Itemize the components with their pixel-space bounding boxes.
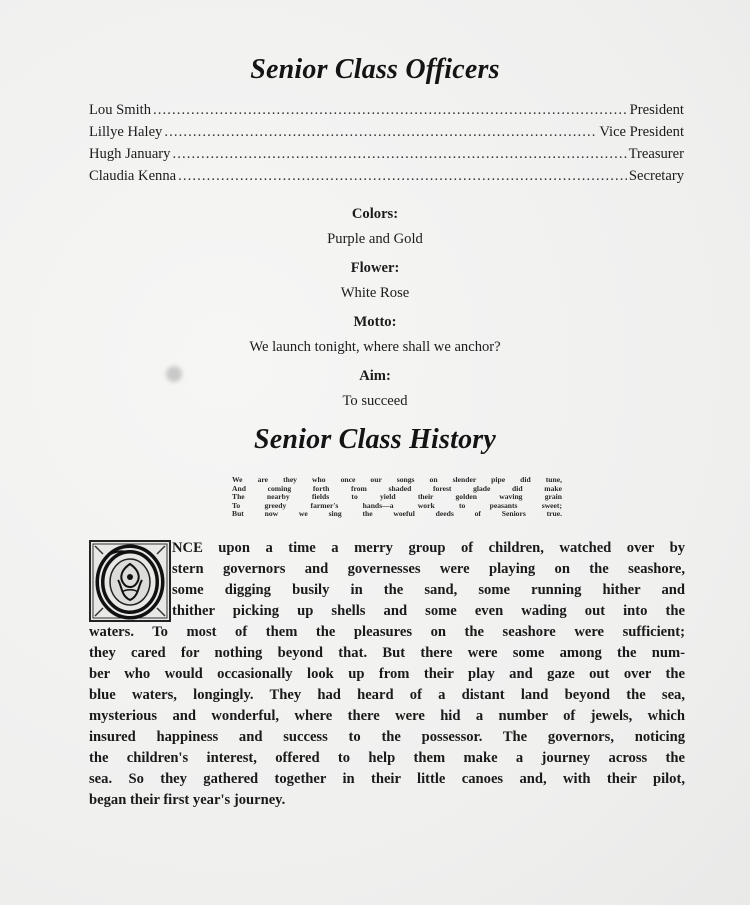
poem-line: We are they who once our songs on slender pipe did tune,: [232, 475, 562, 484]
dot-leader: [164, 124, 597, 141]
officer-title: Vice President: [599, 124, 684, 140]
prose-line: stern governors and governesses were playing on the seashore,: [172, 561, 685, 577]
poem-line: To greedy farmer's hands—a work to peasants sweet;: [232, 500, 562, 510]
epigraph-poem: [232, 476, 562, 519]
prose-line: the children's interest, offered to help them make a journey across the: [89, 750, 685, 766]
prose-line: some digging busily in the sand, some running hither and: [172, 582, 685, 598]
officer-row: [89, 124, 684, 146]
flower-label: Flower:: [350, 260, 400, 276]
ornamental-o-icon: [91, 542, 169, 620]
prose-line: waters. To most of them the pleasures on the seashore were sufficient;: [89, 624, 685, 640]
officer-name: Lou Smith: [89, 102, 152, 118]
officers-heading: Senior Class Officers: [250, 54, 500, 85]
officers-list: [89, 102, 684, 190]
dot-leader: [172, 146, 626, 163]
dot-leader: [153, 102, 628, 119]
poem-line: The nearby fields to yield their golden waving grain: [232, 492, 562, 502]
prose-line: mysterious and wonderful, where there were hid a number of jewels, which: [89, 708, 685, 724]
ornamental-initial-o: [89, 540, 171, 622]
officer-title: President: [629, 102, 684, 118]
officer-name: Claudia Kenna: [89, 168, 177, 184]
aim-label: Aim:: [359, 368, 391, 384]
prose-line: they cared for nothing beyond that. But there were some among the num-: [89, 645, 685, 661]
poem-line: But now we sing the woeful deeds of Seniors true.: [232, 509, 562, 519]
officer-name: Hugh January: [89, 146, 171, 162]
aim-value: To succeed: [342, 393, 408, 409]
poem-line: And coming forth from shaded forest glade did make: [232, 483, 562, 493]
officer-name: Lillye Haley: [89, 124, 163, 140]
history-heading: Senior Class History: [253, 424, 497, 455]
prose-line: blue waters, longingly. They had heard of a distant land beyond the sea,: [89, 687, 685, 703]
prose-line: thither picking up shells and some even wading out into the: [172, 603, 685, 619]
prose-line: insured happiness and success to the possessor. The governors, noticing: [89, 729, 685, 745]
motto-label: Motto:: [353, 314, 397, 330]
colors-label: Colors:: [351, 206, 399, 222]
dot-leader: [178, 168, 627, 185]
prose-line: ber who would occasionally look up from their play and gaze out over the: [89, 666, 685, 682]
officer-title: Treasurer: [628, 146, 684, 162]
officer-row: [89, 168, 684, 190]
officer-row: [89, 146, 684, 168]
officer-title: Secretary: [628, 168, 684, 184]
officer-row: [89, 102, 684, 124]
prose-line: NCE upon a time a merry group of children, watched over by: [172, 540, 685, 556]
flower-value: White Rose: [340, 285, 410, 301]
prose-line: sea. So they gathered together in their little canoes and, with their pilot,: [89, 771, 685, 787]
motto-value: We launch tonight, where shall we anchor?: [249, 339, 501, 355]
colors-value: Purple and Gold: [327, 231, 423, 247]
prose-line: began their first year's journey.: [89, 792, 286, 808]
